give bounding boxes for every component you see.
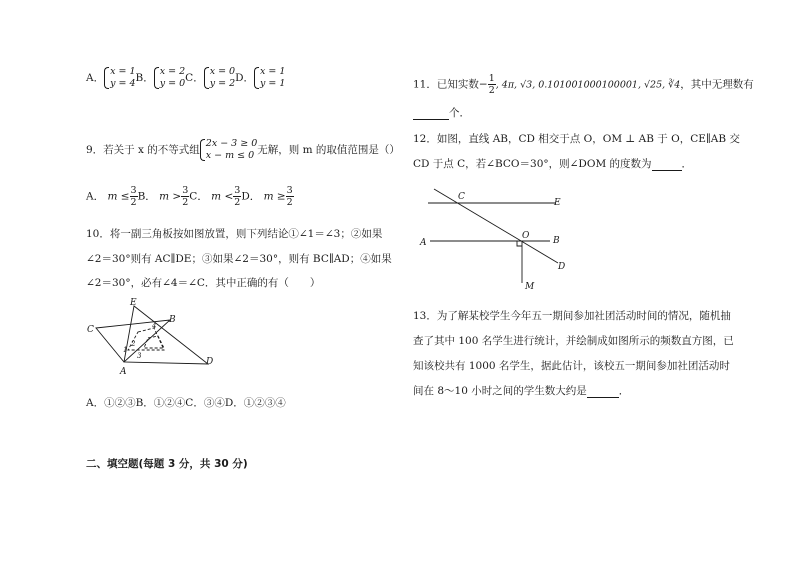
q9-prefix: 9．若关于 x 的不等式组 <box>86 144 200 156</box>
q8-a-eq2: y = 4 <box>110 78 136 89</box>
label-c: C <box>87 325 94 335</box>
q11-line-2 <box>413 105 470 120</box>
q9-ineq2: x − m ≤ 0 <box>205 150 255 161</box>
q9-b-den: 2 <box>182 197 189 208</box>
q11-line-1 <box>413 73 754 96</box>
q8-option-b-system <box>154 66 185 90</box>
label-c: C <box>458 192 465 202</box>
q9-ineq1: 2x − 3 ≥ 0 <box>205 138 258 149</box>
q12-line-2 <box>413 156 692 171</box>
q9-c-relation: m < <box>211 190 234 203</box>
q12-lines-figure <box>418 185 578 291</box>
q8-options <box>86 66 285 90</box>
label-o: O <box>522 231 530 241</box>
q13-end: ． <box>618 385 630 397</box>
q8-b-eq2: y = 0 <box>159 78 186 89</box>
q8-option-a-system <box>104 66 135 90</box>
q9-options <box>86 185 294 208</box>
q9-c-den: 2 <box>234 197 241 208</box>
label-4: 4 <box>152 322 157 330</box>
label-2: 2 <box>131 340 136 348</box>
q12-answer-blank[interactable] <box>652 158 682 171</box>
q12-line-1: 12．如图，直线 AB，CD 相交于点 O，OM ⊥ AB 于 O，CE∥AB 交 <box>413 133 740 145</box>
q13-line-2: 查了其中 100 名学生进行统计，并绘制成如图所示的频数直方图，已 <box>413 335 734 347</box>
q10-options: A．①②③B．①②④C．③④D．①②③④ <box>86 397 286 409</box>
q8-option-b-label: B． <box>135 72 154 84</box>
q11-suffix: ，其中无理数有 <box>680 78 754 91</box>
q11-unit: 个． <box>449 107 470 119</box>
q12-end: ． <box>681 158 693 170</box>
section-2-title: 二、填空题(每题 3 分，共 30 分) <box>86 458 248 470</box>
q8-option-d-label: D． <box>235 72 255 84</box>
q8-d-eq2: y = 1 <box>260 78 286 89</box>
label-a: A <box>120 367 127 377</box>
right-angle-mark <box>517 241 522 246</box>
q13-text: 间在 8～10 小时之间的学生数大约是 <box>413 385 587 397</box>
label-b: B <box>169 315 176 325</box>
q9-question <box>86 138 400 162</box>
q13-line-4 <box>413 383 629 398</box>
label-e: E <box>554 198 561 208</box>
q13-line-1: 13．为了解某校学生今年五一期间参加社团活动时间的情况，随机抽 <box>413 310 731 322</box>
q11-answer-blank[interactable] <box>413 107 449 120</box>
label-a: A <box>420 238 427 248</box>
q10-line-3: ∠2＝30°，必有∠4＝∠C．其中正确的有（ ） <box>86 277 321 289</box>
q9-option-b-label: B． <box>137 190 156 203</box>
q8-a-eq1: x = 1 <box>110 66 136 77</box>
q8-option-a-label: A． <box>86 72 105 84</box>
q9-b-relation: m > <box>159 190 182 203</box>
label-d: D <box>558 262 566 272</box>
q11-negative-sign: − <box>478 78 488 91</box>
q9-d-den: 2 <box>286 197 293 208</box>
q9-c-num: 3 <box>234 185 241 196</box>
q10-triangle-figure <box>84 298 224 380</box>
q8-option-c-label: C． <box>185 72 204 84</box>
q9-b-num: 3 <box>182 185 189 196</box>
q9-suffix: 无解，则 m 的取值范围是（） <box>257 144 400 156</box>
q10-line-1: 10．将一副三角板按如图放置，则下列结论①∠1＝∠3；②如果 <box>86 228 383 240</box>
q8-b-eq1: x = 2 <box>159 66 186 77</box>
q11-numbers: , 4π, √3, 0.101001000100001, √25, ∛4 <box>495 79 681 91</box>
q9-a-fraction <box>130 185 138 208</box>
q8-c-eq1: x = 0 <box>209 66 236 77</box>
q10-line-2: ∠2＝30°则有 AC∥DE；③如果∠2＝30°，则有 BC∥AD；④如果 <box>86 253 392 265</box>
q9-a-num: 3 <box>130 185 137 196</box>
line-cd <box>434 189 558 263</box>
q12-text: CD 于点 C，若∠BCO＝30°，则∠DOM 的度数为 <box>413 158 652 170</box>
label-e: E <box>130 298 137 308</box>
q9-option-c-label: C． <box>189 190 208 203</box>
q8-option-d-system <box>254 66 285 90</box>
label-1: 1 <box>123 346 128 354</box>
q11-den: 2 <box>488 85 495 96</box>
q9-d-relation: m ≥ <box>263 190 286 203</box>
label-m: M <box>525 282 535 291</box>
q8-c-eq2: y = 2 <box>209 78 236 89</box>
label-d: D <box>206 357 214 367</box>
label-b: B <box>553 236 560 246</box>
q11-prefix: 11．已知实数 <box>413 78 479 91</box>
q8-option-c-system <box>204 66 235 90</box>
q9-option-d-label: D． <box>241 190 261 203</box>
q9-a-relation: m ≤ <box>107 190 130 203</box>
label-3: 3 <box>137 352 142 360</box>
q9-inequality-system <box>200 138 258 162</box>
q9-a-den: 2 <box>130 197 137 208</box>
q8-d-eq1: x = 1 <box>260 66 286 77</box>
q13-answer-blank[interactable] <box>587 385 619 398</box>
q9-d-fraction <box>286 185 294 208</box>
q11-num: 1 <box>488 73 495 84</box>
q13-line-3: 知该校共有 1000 名学生，据此估计，该校五一期间参加社团活动时 <box>413 360 730 372</box>
dashed-inner <box>144 336 164 348</box>
q11-fraction <box>488 73 496 96</box>
q9-d-num: 3 <box>286 185 293 196</box>
q9-option-a-label: A． <box>86 190 105 203</box>
